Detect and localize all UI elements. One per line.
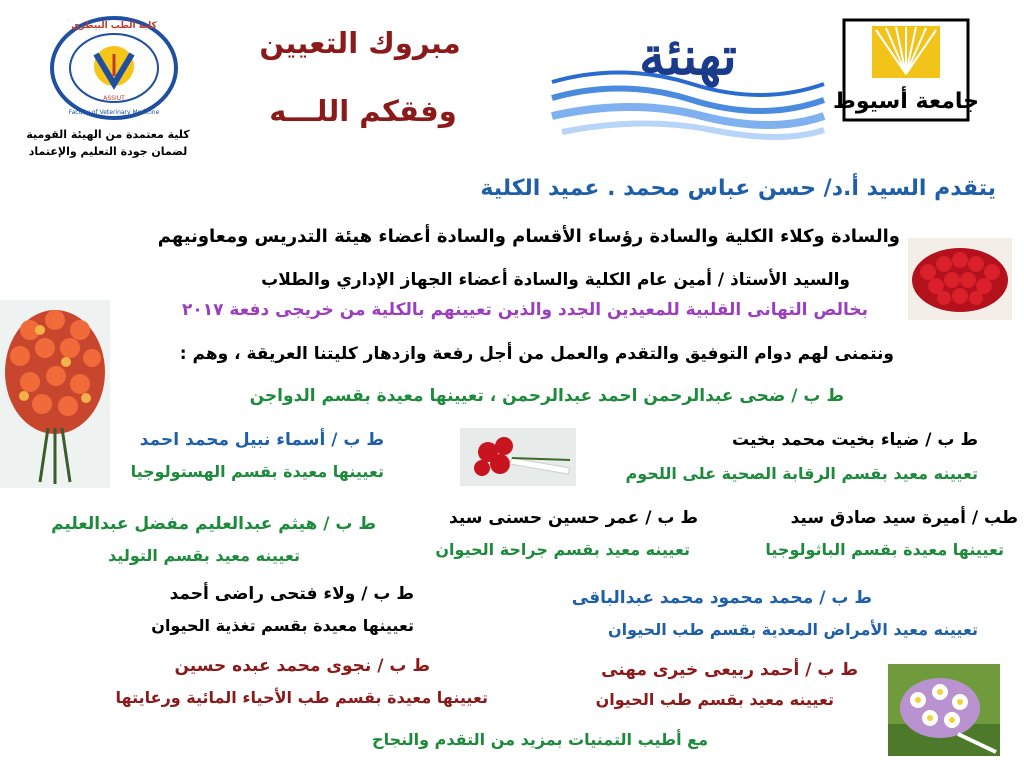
appointee-name: ط ب / ضياء بخيت محمد بخيت [731, 430, 978, 450]
appointee-name: ط ب / نجوى محمد عبده حسين [174, 656, 430, 676]
dean-line: يتقدم السيد أ.د/ حسن عباس محمد . عميد الكلية [480, 176, 996, 201]
accreditation-note [18, 126, 198, 160]
accreditation-line-2: لضمان جودة التعليم والإعتماد [28, 145, 188, 158]
intro-line-3: بخالص التهانى القلبية للمعيدين الجدد والذين تعيينهم بالكلية من خريجى دفعة ٢٠١٧ [182, 300, 868, 320]
appointee-name: ط ب / عمر حسين حسنى سيد [449, 508, 698, 528]
appointee-desc: تعيينه معيد بقسم التوليد [108, 546, 300, 565]
appointee-desc: تعيينها معيدة بقسم طب الأحياء المائية ورعايتها [115, 688, 488, 707]
roses-photo-icon [908, 238, 1012, 320]
vet-logo-arabic: كلية الطب البيطري [71, 21, 157, 31]
appointee-desc: تعيينها معيدة بقسم الباثولوجيا [765, 540, 1004, 559]
appointee-desc: تعيينه معيد بقسم الرقابة الصحية على اللحوم [625, 464, 978, 483]
appointee-desc: تعيينها معيدة بقسم تغذية الحيوان [151, 616, 414, 635]
intro-line-1: والسادة وكلاء الكلية والسادة رؤساء الأقسام والسادة أعضاء هيئة التدريس ومعاونيهم [157, 226, 900, 247]
university-logo-text: جامعة أسيوط [833, 89, 979, 114]
tahnia-banner [552, 12, 824, 138]
intro-line-4: ونتمنى لهم دوام التوفيق والتقدم والعمل من أجل رفعة وازدهار كليتنا العريقة ، وهم : [179, 344, 894, 364]
assiut-university-logo-icon [833, 18, 979, 122]
appointee-desc: تعيينه معيد بقسم طب الحيوان [595, 690, 834, 709]
intro-line-2: والسيد الأستاذ / أمين عام الكلية والسادة أعضاء الجهاز الإداري والطلاب [261, 270, 850, 290]
accreditation-line-1: كلية معتمدة من الهيئة القومية [26, 128, 190, 141]
appointee-name: ط ب / أسماء نبيل محمد احمد [139, 430, 384, 450]
closing-line: مع أطيب التمنيات بمزيد من التقدم والنجاح [372, 730, 708, 749]
appointee-desc: تعيينها معيدة بقسم الهستولوجيا [130, 462, 384, 481]
vet-faculty-logo-icon [48, 14, 180, 122]
flowers-photo-icon [888, 664, 1000, 756]
appointee-name: ط ب / محمد محمود محمد عبدالباقى [571, 588, 872, 608]
appointee-name: ط ب / أحمد ربيعى خيرى مهنى [601, 660, 858, 680]
appointee-name: طب / أميرة سيد صادق سيد [790, 508, 1018, 528]
appointee-dhoha: ط ب / ضحى عبدالرحمن احمد عبدالرحمن ، تعيينها معيدة بقسم الدواجن [249, 386, 844, 406]
vet-logo-english: Faculty of Veterinary Medicine [68, 109, 160, 116]
congrats-headline-1: مبروك التعيين [259, 26, 461, 60]
appointee-name: ط ب / هيثم عبدالعليم مفضل عبدالعليم [51, 514, 376, 534]
roses-photo-icon [460, 428, 576, 486]
appointee-desc: تعيينه معيد الأمراض المعدية بقسم طب الحيوان [607, 620, 978, 639]
vet-logo-city: ASSIUT [103, 95, 125, 102]
appointee-name: ط ب / ولاء فتحى راضى أحمد [169, 584, 414, 604]
tahnia-word: تهنئة [639, 26, 737, 87]
appointee-desc: تعيينه معيد بقسم جراحة الحيوان [435, 540, 690, 559]
congrats-headline-2: وفقكم اللـــه [269, 94, 457, 128]
rose-bouquet-icon [0, 300, 110, 488]
